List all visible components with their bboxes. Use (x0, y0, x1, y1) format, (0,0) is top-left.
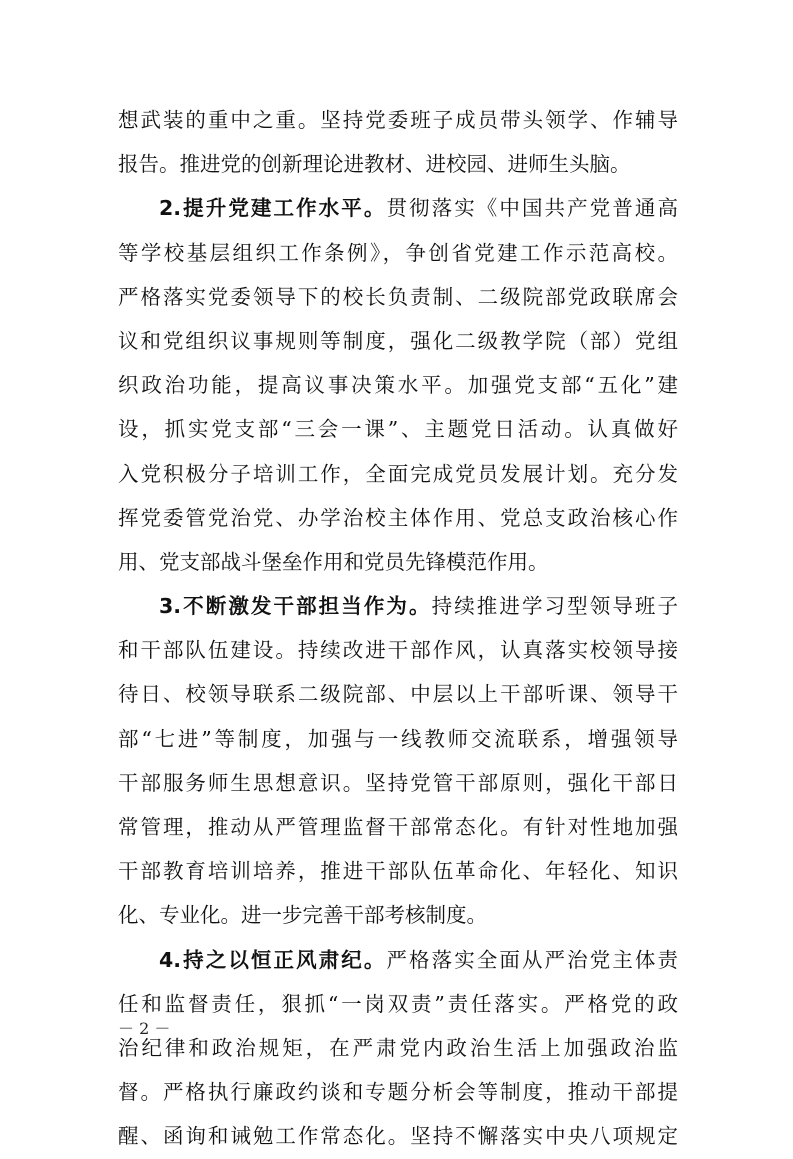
page-number: － 2 － (118, 1019, 171, 1038)
body-text-line (118, 496, 678, 540)
section-heading: 4.持之以恒正风肃纪。 (159, 947, 387, 972)
section-heading-line (118, 186, 678, 230)
body-text-line (118, 98, 678, 142)
body-text-line (118, 1070, 678, 1114)
body-text-line (118, 761, 678, 805)
body-text-line (118, 849, 678, 893)
document-body (118, 98, 678, 1159)
body-text: 化、专业化。进一步完善干部考核制度。 (118, 903, 487, 928)
body-text-line (118, 1114, 678, 1158)
body-text: 干部服务师生思想意识。坚持党管干部原则，强化干部日 (118, 770, 678, 795)
section-heading: 2.提升党建工作水平。 (159, 196, 387, 221)
body-text: 待日、校领导联系二级院部、中层以上干部听课、领导干 (118, 682, 678, 707)
body-text: 入党积极分子培训工作，全面完成党员发展计划。充分发 (118, 461, 678, 486)
body-text-line (118, 363, 678, 407)
body-text-line (118, 805, 678, 849)
body-text-line (118, 672, 678, 716)
body-text-line (118, 452, 678, 496)
body-text-line (118, 407, 678, 451)
body-text-line (118, 540, 678, 584)
body-text: 和干部队伍建设。持续改进干部作风，认真落实校领导接 (118, 638, 678, 663)
body-text: 报告。推进党的创新理论进教材、进校园、进师生头脑。 (118, 152, 631, 177)
body-text: 严格落实全面从严治党主体责 (386, 947, 678, 972)
body-text: 持续推进学习型领导班子 (431, 594, 678, 619)
body-text-line (118, 142, 678, 186)
body-text-line (118, 231, 678, 275)
body-text-line (118, 893, 678, 937)
body-text: 等学校基层组织工作条例》，争创省党建工作示范高校。 (118, 240, 678, 265)
body-text: 督。严格执行廉政约谈和专题分析会等制度，推动干部提 (118, 1080, 678, 1105)
body-text-line (118, 628, 678, 672)
body-text: 治纪律和政治规矩，在严肃党内政治生活上加强政治监 (118, 1035, 678, 1060)
body-text: 议和党组织议事规则等制度，强化二级教学院（部）党组 (118, 328, 678, 353)
section-heading-line (118, 938, 678, 982)
body-text: 用、党支部战斗堡垒作用和党员先锋模范作用。 (118, 549, 549, 574)
body-text-line (118, 1026, 678, 1070)
body-text: 设，抓实党支部“三会一课”、主题党日活动。认真做好 (118, 417, 678, 442)
section-heading-line (118, 584, 678, 628)
section-heading: 3.不断激发干部担当作为。 (159, 594, 432, 619)
body-text: 挥党委管党治党、办学治校主体作用、党总支政治核心作 (118, 505, 678, 530)
body-text: 常管理，推动从严管理监督干部常态化。有针对性地加强 (118, 815, 678, 839)
body-text: 干部教育培训培养，推进干部队伍革命化、年轻化、知识 (118, 859, 678, 884)
body-text-line (118, 319, 678, 363)
body-text-line (118, 982, 678, 1026)
body-text: 部“七进”等制度，加强与一线教师交流联系，增强领导 (118, 726, 678, 751)
body-text: 想武装的重中之重。坚持党委班子成员带头领学、作辅导 (118, 108, 678, 132)
body-text: 任和监督责任，狠抓“一岗双责”责任落实。严格党的政 (118, 991, 678, 1016)
body-text: 醒、函询和诫勉工作常态化。坚持不懈落实中央八项规定 (118, 1124, 678, 1149)
body-text-line (118, 275, 678, 319)
body-text-line (118, 717, 678, 761)
body-text: 织政治功能，提高议事决策水平。加强党支部“五化”建 (118, 373, 678, 398)
body-text: 严格落实党委领导下的校长负责制、二级院部党政联席会 (118, 284, 678, 309)
body-text: 贯彻落实《中国共产党普通高 (386, 196, 678, 221)
